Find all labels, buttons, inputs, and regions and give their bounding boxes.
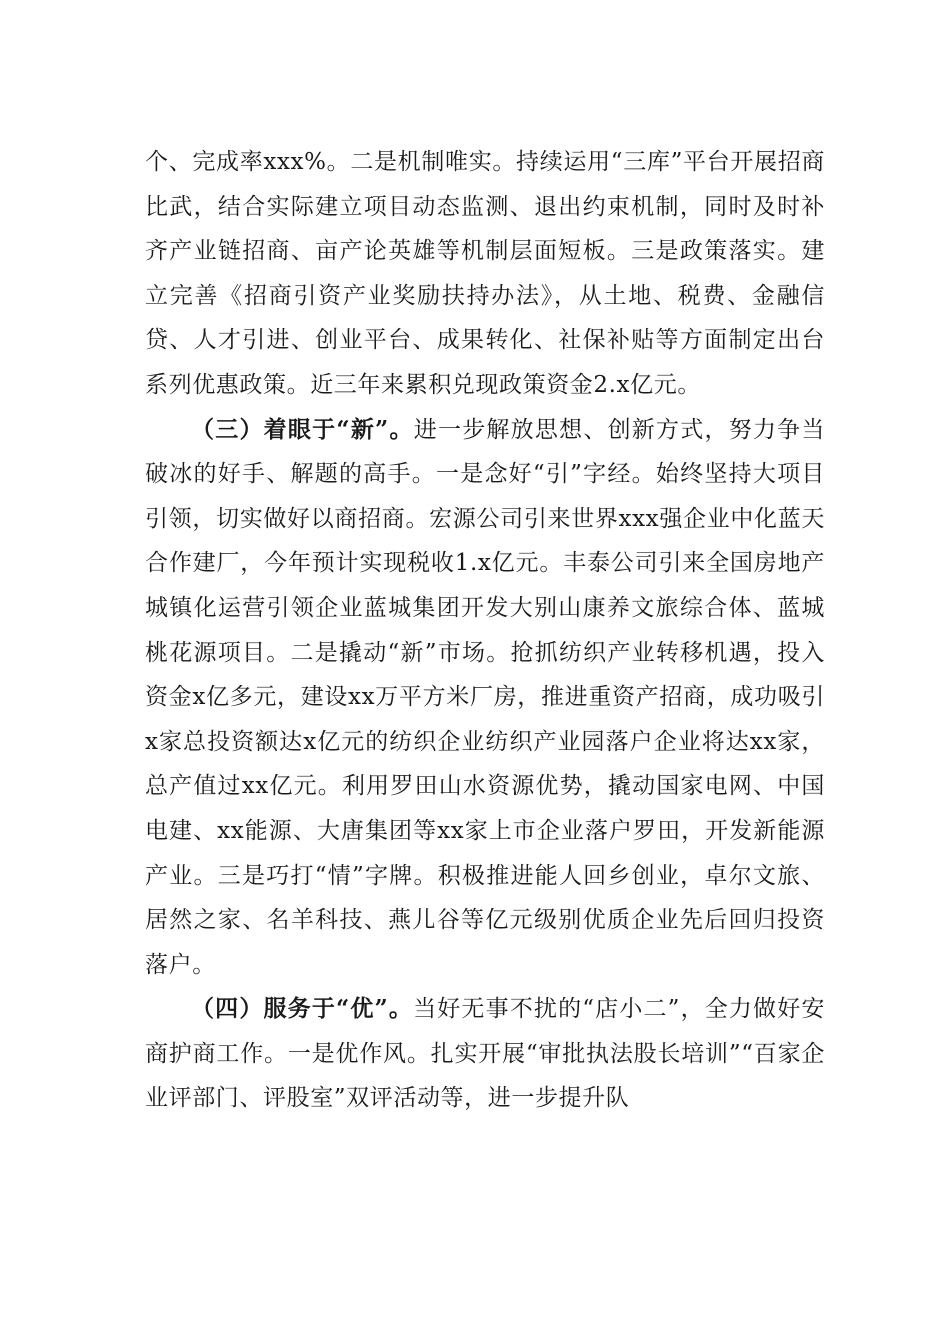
paragraph-3-heading: （四）服务于“优”。 — [191, 995, 414, 1023]
paragraph-1-text: 个、完成率xxx%。二是机制唯实。持续运用“三库”平台开展招商比武，结合实际建立项目动态监测、退出约束机制，同时及时补齐产业链招商、亩产论英雄等机制层面短板。三是政策落实。建立完善《招商引资产业奖励扶持办法》，从土地、税费、金融信贷、人才引进、创业平台、成果转化、社保补贴等方面制定出台系列优惠政策。近三年来累积兑现政策资金2.x亿元。 — [145, 149, 825, 398]
paragraph-1 — [145, 140, 825, 408]
paragraph-2 — [145, 408, 825, 988]
paragraph-3-text: 当好无事不扰的“店小二”，全力做好安商护商工作。一是优作风。扎实开展“审批执法股长培训”“百家企业评部门、评股室”双评活动等，进一步提升队 — [145, 996, 825, 1112]
paragraph-2-heading: （三）着眼于“新”。 — [191, 415, 414, 443]
paragraph-3 — [145, 987, 825, 1121]
document-body — [145, 140, 825, 1121]
paragraph-2-text: 进一步解放思想、创新方式，努力争当破冰的好手、解题的高手。一是念好“引”字经。始终坚持大项目引领，切实做好以商招商。宏源公司引来世界xxx强企业中化蓝天合作建厂，今年预计实现税收1.x亿元。丰泰公司引来全国房地产城镇化运营引领企业蓝城集团开发大别山康养文旅综合体、蓝城桃花源项目。二是撬动“新”市场。抢抓纺织产业转移机遇，投入资金x亿多元，建设xx万平方米厂房，推进重资产招商，成功吸引x家总投资额达x亿元的纺织企业纺织产业园落户企业将达xx家，总产值过xx亿元。利用罗田山水资源优势，撬动国家电网、中国电建、xx能源、大唐集团等xx家上市企业落户罗田，开发新能源产业。三是巧打“情”字牌。积极推进能人回乡创业，卓尔文旅、居然之家、名羊科技、燕儿谷等亿元级别优质企业先后回归投资落户。 — [145, 416, 825, 978]
